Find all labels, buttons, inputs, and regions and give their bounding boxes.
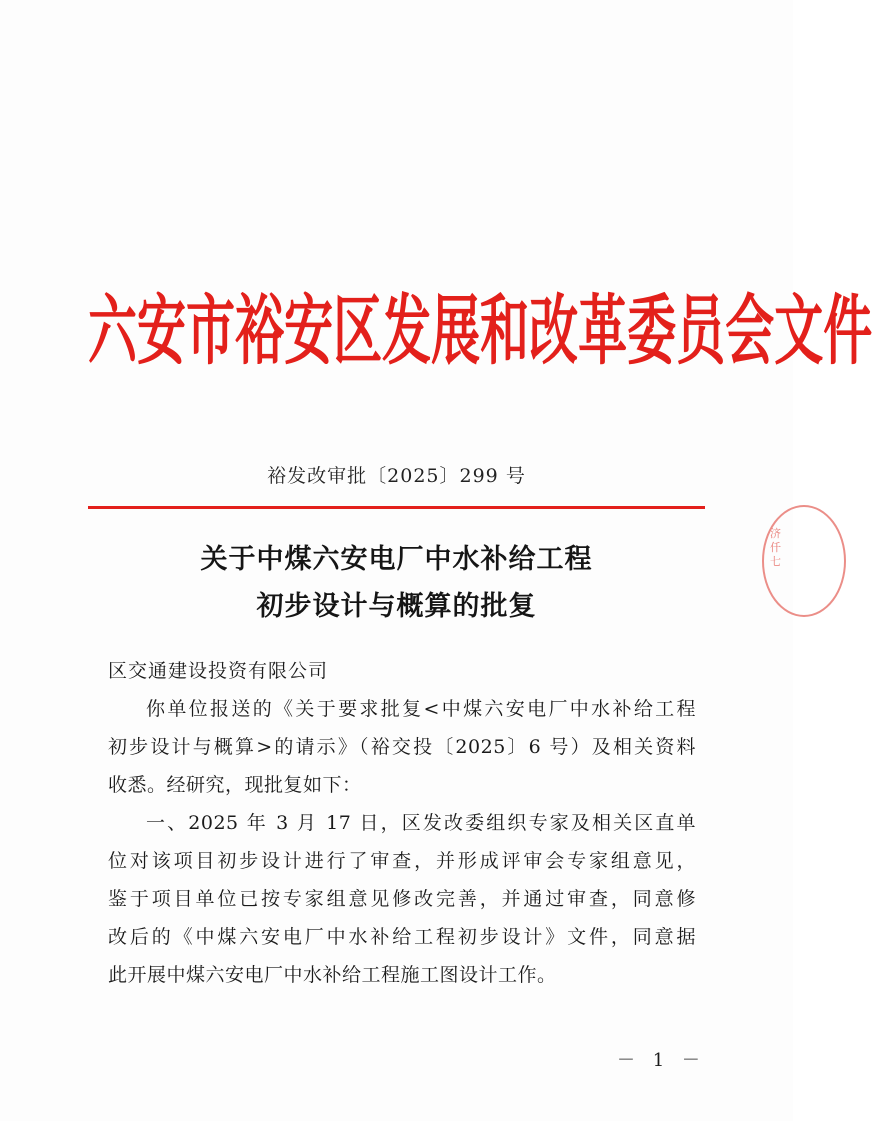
addressee: 区交通建设投资有限公司 bbox=[108, 660, 329, 682]
body-line: 改后的《中煤六安电厂中水补给工程初步设计》文件，同意据 bbox=[108, 926, 696, 948]
header-char: 改 bbox=[529, 287, 579, 376]
header-char: 件 bbox=[823, 287, 872, 376]
header-char: 安 bbox=[137, 287, 187, 376]
body-line: 一、2025 年 3 月 17 日，区发改委组织专家及相关区直单 bbox=[146, 812, 696, 834]
header-char: 会 bbox=[725, 287, 775, 376]
header-char: 发 bbox=[382, 287, 432, 376]
body-line: 位对该项目初步设计进行了审查，并形成评审会专家组意见， bbox=[108, 850, 696, 872]
header-char: 文 bbox=[774, 287, 824, 376]
document-title-line-2: 初步设计与概算的批复 bbox=[256, 591, 537, 622]
document-title-line-1: 关于中煤六安电厂中水补给工程 bbox=[200, 544, 593, 575]
body-line: 你单位报送的《关于要求批复<中煤六安电厂中水补给工程 bbox=[146, 698, 696, 720]
header-char: 安 bbox=[284, 287, 334, 376]
body-line: 鉴于项目单位已按专家组意见修改完善，并通过审查，同意修 bbox=[108, 888, 696, 910]
header-char: 裕 bbox=[235, 287, 285, 376]
page-number: － 1 － bbox=[617, 1050, 706, 1071]
header-char: 六 bbox=[88, 287, 138, 376]
body-line: 收悉。经研究，现批复如下： bbox=[108, 774, 362, 796]
header-char: 员 bbox=[676, 287, 726, 376]
header-char: 和 bbox=[480, 287, 530, 376]
header-char: 市 bbox=[186, 287, 236, 376]
issuing-authority-header bbox=[88, 227, 872, 425]
header-char: 区 bbox=[333, 287, 383, 376]
header-char: 展 bbox=[431, 287, 481, 376]
document-number: 裕发改审批〔2025〕299 号 bbox=[267, 465, 526, 487]
header-char: 革 bbox=[578, 287, 628, 376]
header-divider-rule bbox=[88, 506, 705, 509]
header-char: 委 bbox=[627, 287, 677, 376]
body-line: 此开展中煤六安电厂中水补给工程施工图设计工作。 bbox=[108, 964, 557, 986]
body-line: 初步设计与概算>的请示》（裕交投〔2025〕6 号）及相关资料 bbox=[108, 736, 696, 758]
seal-text-fragment: 济仟七 bbox=[770, 527, 781, 568]
